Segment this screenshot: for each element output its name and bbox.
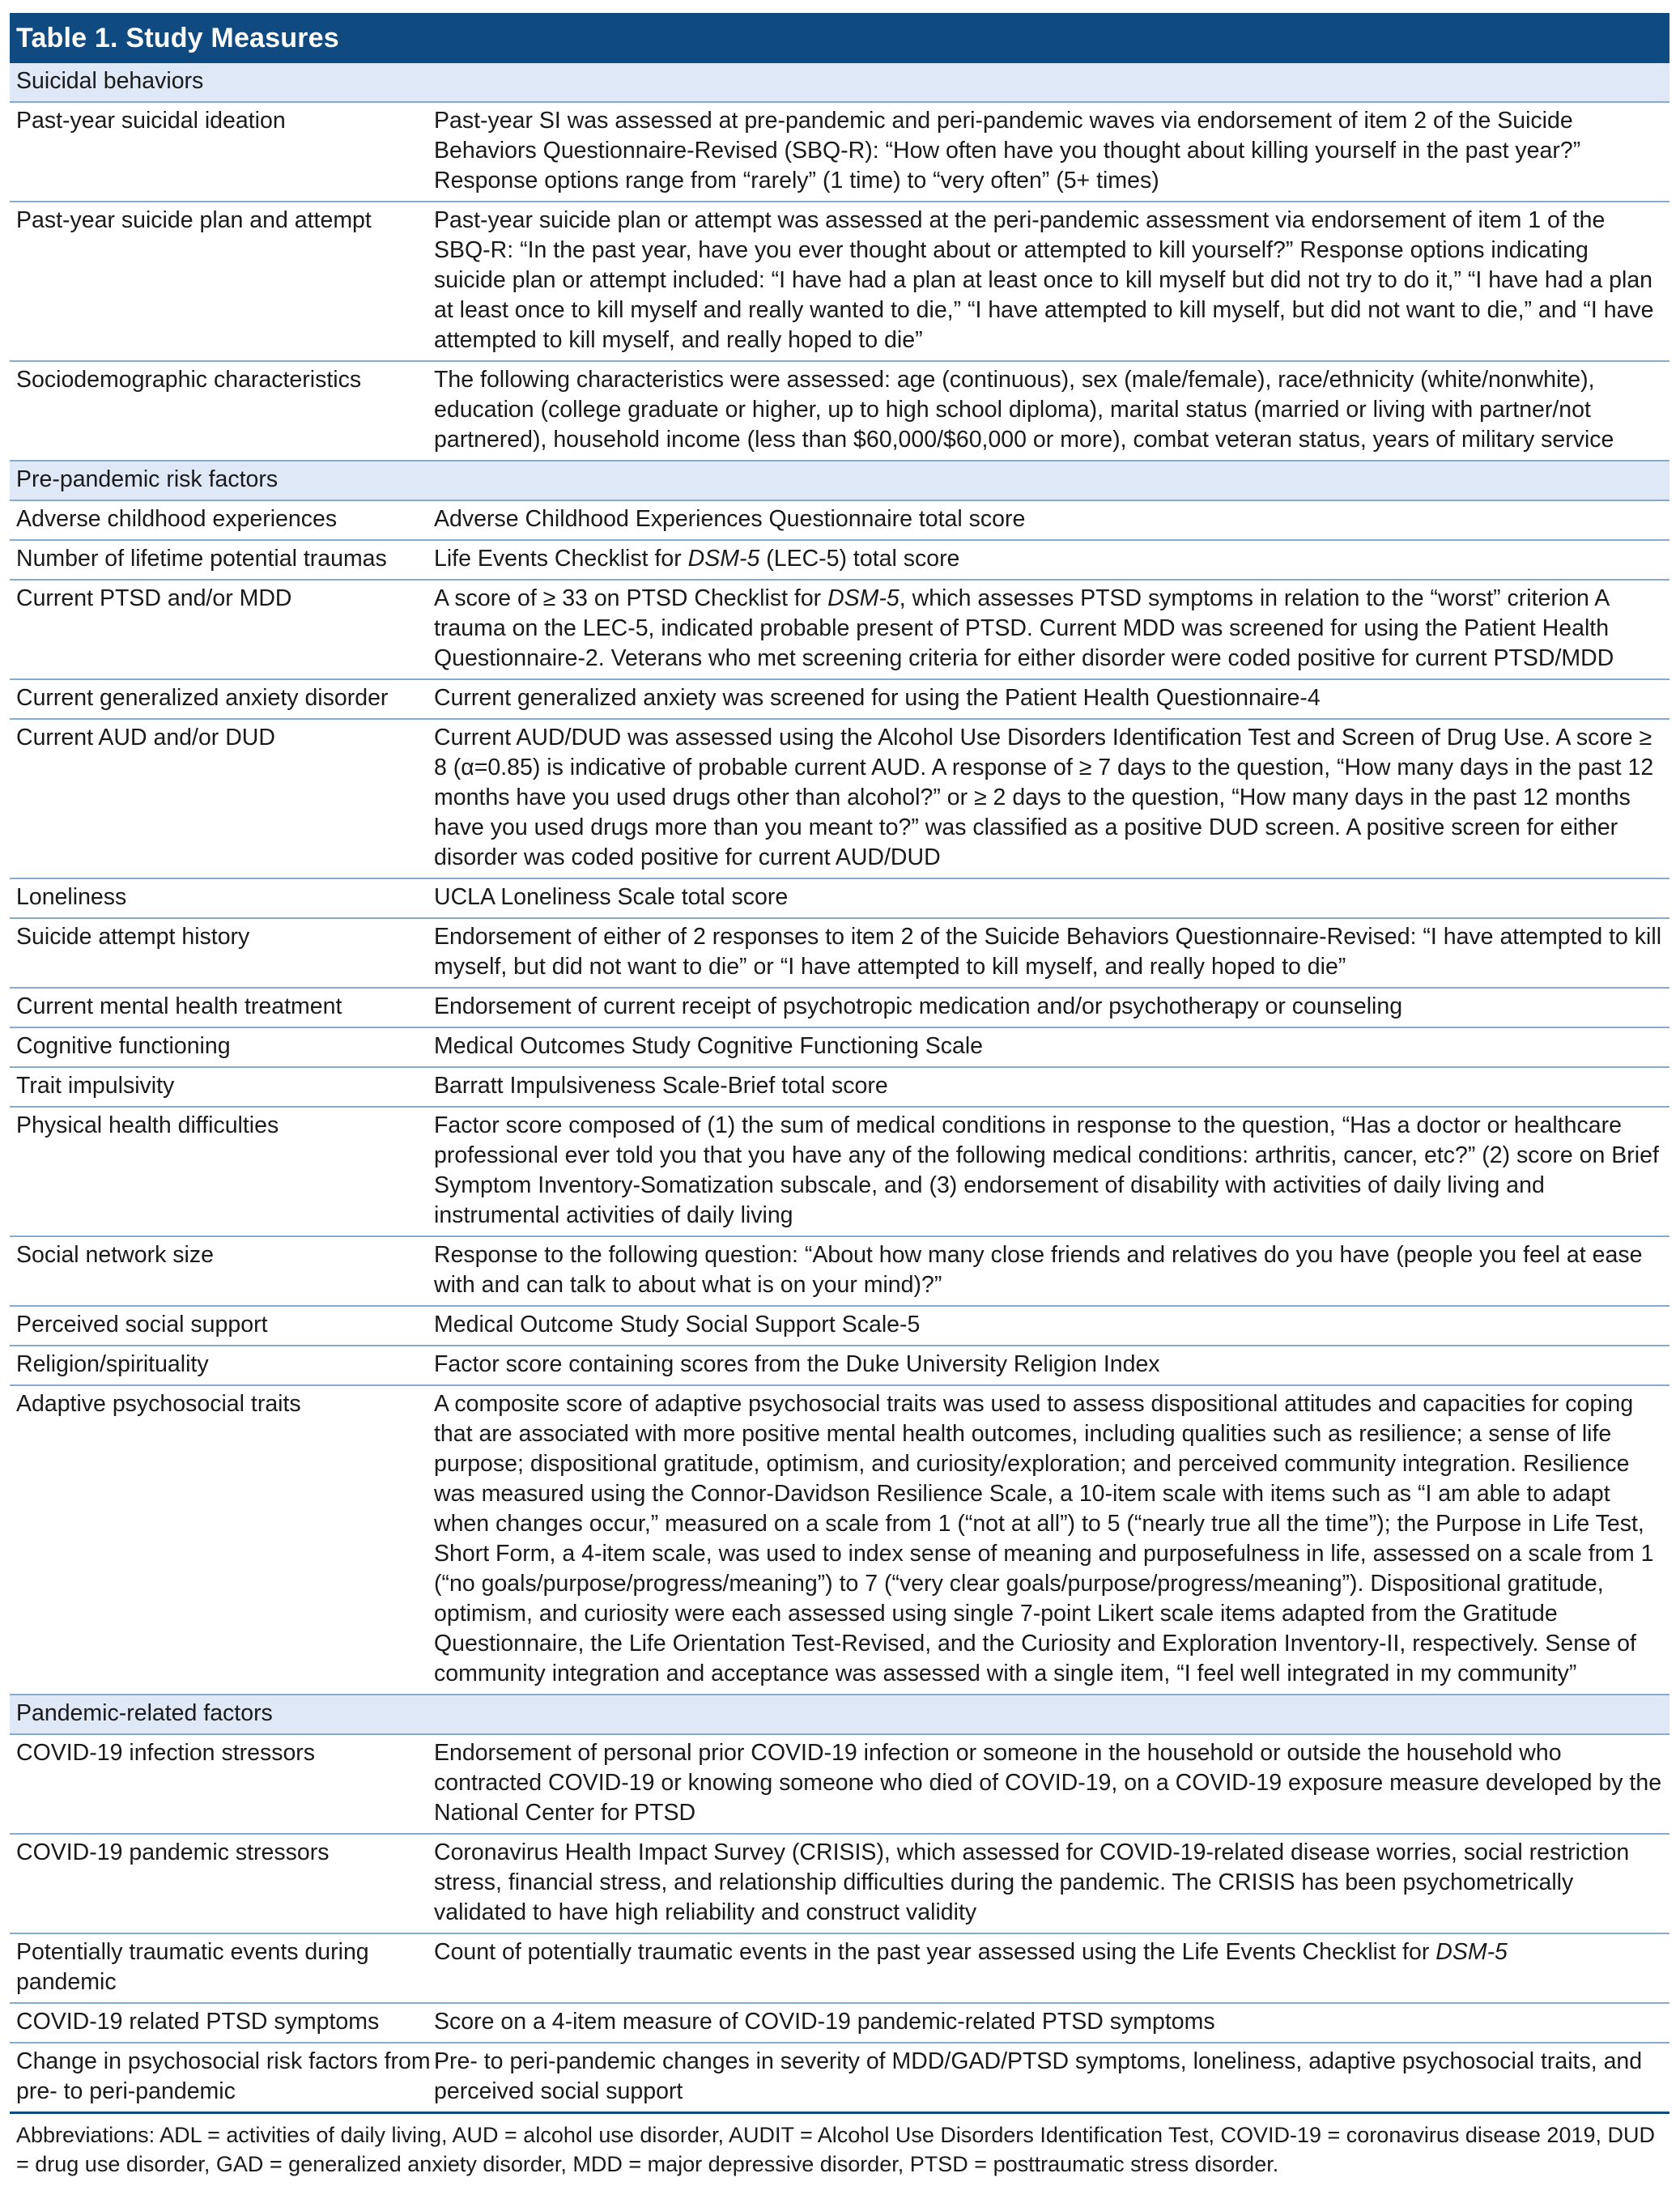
description-text: , which assesses PTSD symptoms in relation to the “worst” criterion A trauma on the LEC-5, indicated probable present of PTSD. Current MDD was screened for using the Patient Health Questionnaire-2. Veterans who met screening criteria for either disorder were coded positive for current PTSD/MDD	[434, 585, 1614, 671]
measure-label: Current mental health treatment	[16, 993, 342, 1019]
table-row	[10, 1307, 1669, 1346]
description-italic-text: DSM-5	[687, 546, 760, 572]
measure-description: UCLA Loneliness Scale total score	[434, 884, 789, 910]
measure-description: Current generalized anxiety was screened for using the Patient Health Questionnaire-4	[434, 685, 1321, 711]
measure-label: Current AUD and/or DUD	[16, 725, 275, 751]
measure-label: Adverse childhood experiences	[16, 506, 338, 532]
table-row	[10, 1028, 1669, 1068]
measure-description	[434, 541, 1669, 579]
table-row	[10, 680, 1669, 720]
section-label: Pre-pandemic risk factors	[16, 466, 279, 492]
table-row	[10, 1237, 1669, 1307]
table-row	[10, 1346, 1669, 1386]
measure-description	[434, 581, 1669, 678]
description-text: A score of ≥ 33 on PTSD Checklist for	[434, 585, 828, 611]
measure-label: Current generalized anxiety disorder	[16, 685, 389, 711]
table-row	[10, 1108, 1669, 1237]
measure-description: Medical Outcome Study Social Support Scale-5	[434, 1312, 921, 1338]
table-row	[10, 541, 1669, 581]
table-row	[10, 1934, 1669, 2004]
measure-description	[434, 63, 1669, 101]
measure-description: Pre- to peri-pandemic changes in severity of MDD/GAD/PTSD symptoms, loneliness, adaptive psychosocial traits, and perceived social support	[434, 2048, 1643, 2104]
measure-description: A composite score of adaptive psychosocial traits was used to assess dispositional attitudes and capacities for coping that are associated with more positive mental health outcomes, including qualities such as resilience; a sense of life purpose; dispositional gratitude, optimism, and curiosity/exploration; and perceived community integration. Resilience was measured using the Connor-Davidson Resilience Scale, a 10-item scale with items such as “I am able to adapt when changes occur,” measured on a scale from 1 (“not at all”) to 5 (“nearly true all the time”); the Purpose in Life Test, Short Form, a 4-item scale, was used to index sense of meaning and purposefulness in life, assessed on a scale from 1 (“no goals/purpose/progress/meaning”) to 7 (“very clear goals/purpose/progress/meaning”). Dispositional gratitude, optimism, and curiosity were each assessed using single 7-point Likert scale items adapted from the Gratitude Questionnaire, the Life Orientation Test-Revised, and the Curiosity and Exploration Inventory-II, respectively. Sense of community integration and acceptance was assessed with a single item, “I feel well integrated in my community”	[434, 1391, 1654, 1686]
section-label: Suicidal behaviors	[16, 68, 204, 94]
measure-label: Perceived social support	[16, 1312, 268, 1338]
section-header-row	[10, 461, 1669, 501]
measure-label: COVID-19 infection stressors	[16, 1740, 316, 1766]
table-row	[10, 581, 1669, 680]
measure-description: Score on a 4-item measure of COVID-19 pandemic-related PTSD symptoms	[434, 2009, 1215, 2035]
measure-description: Endorsement of either of 2 responses to item 2 of the Suicide Behaviors Questionnaire-Revised: “I have attempted to kill myself, but did not want to die” or “I have attempted to kill myself, and really hoped to die”	[434, 924, 1662, 980]
measure-description: Past-year suicide plan or attempt was assessed at the peri-pandemic assessment via endorsement of item 1 of the SBQ-R: “In the past year, have you ever thought about or attempted to kill yourself?” Response options indicating suicide plan or attempt included: “I have had a plan at least once to kill myself but did not try to do it,” “I have had a plan at least once to kill myself and really wanted to die,” “I have attempted to kill myself, but did not want to die,” and “I have attempted to kill myself, and really hoped to die”	[434, 207, 1654, 353]
measure-label: Cognitive functioning	[16, 1033, 231, 1059]
description-italic-text: DSM-5	[1435, 1939, 1508, 1965]
measure-label: Suicide attempt history	[16, 924, 250, 950]
table-row	[10, 1835, 1669, 1934]
measure-description: Current AUD/DUD was assessed using the Alcohol Use Disorders Identification Test and Screen of Drug Use. A score ≥ 8 (α=0.85) is indicative of probable current AUD. A response of ≥ 7 days to the question, “How many days in the past 12 months have you used drugs other than alcohol?” or ≥ 2 days to the question, “How many days in the past 12 months have you used drugs more than you meant to?” was classified as a positive DUD screen. A positive screen for either disorder was coded positive for current AUD/DUD	[434, 725, 1654, 870]
measure-description: Coronavirus Health Impact Survey (CRISIS), which assessed for COVID-19-related disease worries, social restriction stress, financial stress, and relationship difficulties during the pandemic. The CRISIS has been psychometrically validated to have high reliability and construct validity	[434, 1839, 1630, 1925]
measure-label: Past-year suicide plan and attempt	[16, 207, 372, 233]
section-header-row	[10, 1695, 1669, 1735]
measure-description: Response to the following question: “About how many close friends and relatives do you have (people you feel at ease with and can talk to about what is on your mind)?”	[434, 1242, 1643, 1298]
measure-description: Factor score containing scores from the Duke University Religion Index	[434, 1351, 1160, 1377]
table-row	[10, 2004, 1669, 2044]
section-label: Pandemic-related factors	[16, 1700, 273, 1726]
measure-label: Past-year suicidal ideation	[16, 108, 286, 134]
measure-description: Endorsement of personal prior COVID-19 infection or someone in the household or outside the household who contracted COVID-19 or knowing someone who died of COVID-19, on a COVID-19 exposure measure developed by the National Center for PTSD	[434, 1740, 1662, 1826]
table-row	[10, 989, 1669, 1028]
measure-label: Current PTSD and/or MDD	[16, 585, 292, 611]
measure-description: Barratt Impulsiveness Scale-Brief total score	[434, 1073, 888, 1099]
table-row	[10, 1735, 1669, 1835]
table-row	[10, 1386, 1669, 1695]
measure-label: Loneliness	[16, 884, 127, 910]
measure-description: The following characteristics were assessed: age (continuous), sex (male/female), race/ethnicity (white/nonwhite), education (college graduate or higher, up to high school diploma), marital status (married or living with partner/not partnered), household income (less than $60,000/$60,000 or more), combat veteran status, years of military service	[434, 367, 1614, 453]
measure-label: Number of lifetime potential traumas	[16, 546, 387, 572]
measure-label: Sociodemographic characteristics	[16, 367, 362, 393]
measure-description: Past-year SI was assessed at pre-pandemic and peri-pandemic waves via endorsement of item 2 of the Suicide Behaviors Questionnaire-Revised (SBQ-R): “How often have you thought about killing yourself in the past year?” Response options range from “rarely” (1 time) to “very often” (5+ times)	[434, 108, 1581, 194]
table-row	[10, 919, 1669, 989]
table-row	[10, 720, 1669, 879]
measure-label: COVID-19 related PTSD symptoms	[16, 2009, 380, 2035]
section-header-row	[10, 63, 1669, 103]
table-row	[10, 2044, 1669, 2114]
study-measures-table	[10, 13, 1669, 2179]
measure-description: Endorsement of current receipt of psychotropic medication and/or psychotherapy or counseling	[434, 993, 1403, 1019]
description-text: Count of potentially traumatic events in the past year assessed using the Life Events Checklist for	[434, 1939, 1436, 1965]
table-footnote: Abbreviations: ADL = activities of daily living, AUD = alcohol use disorder, AUDIT = Alcohol Use Disorders Identification Test, COVID-19 = coronavirus disease 2019, DUD = drug use disorder, GAD = generalized anxiety disorder, MDD = major depressive disorder, PTSD = posttraumatic stress disorder.	[16, 2123, 1655, 2176]
measure-description: Adverse Childhood Experiences Questionnaire total score	[434, 506, 1026, 532]
table-title: Table 1. Study Measures	[10, 13, 1669, 63]
measure-description	[434, 461, 1669, 500]
measure-label: COVID-19 pandemic stressors	[16, 1839, 330, 1865]
table-body	[10, 63, 1669, 2114]
measure-label: Trait impulsivity	[16, 1073, 175, 1099]
measure-label: Adaptive psychosocial traits	[16, 1391, 301, 1417]
measure-label: Religion/spirituality	[16, 1351, 209, 1377]
measure-description	[434, 1695, 1669, 1733]
measure-label: Potentially traumatic events during pandemic	[16, 1939, 369, 1995]
measure-description	[434, 1934, 1669, 2002]
table-row	[10, 362, 1669, 461]
measure-label: Change in psychosocial risk factors from pre- to peri-pandemic	[16, 2048, 431, 2104]
table-row	[10, 202, 1669, 362]
measure-label: Social network size	[16, 1242, 214, 1268]
description-text: Life Events Checklist for	[434, 546, 688, 572]
table-row	[10, 103, 1669, 202]
measure-description: Factor score composed of (1) the sum of medical conditions in response to the question, “Has a doctor or healthcare professional ever told you that you have any of the following medical conditions: arthritis, cancer, etc?” (2) score on Brief Symptom Inventory-Somatization subscale, and (3) endorsement of disability with activities of daily living and instrumental activities of daily living	[434, 1112, 1659, 1228]
measure-label: Physical health difficulties	[16, 1112, 279, 1138]
table-row	[10, 879, 1669, 919]
measure-description: Medical Outcomes Study Cognitive Functioning Scale	[434, 1033, 984, 1059]
table-row	[10, 1068, 1669, 1108]
description-italic-text: DSM-5	[827, 585, 900, 611]
description-text: (LEC-5) total score	[759, 546, 960, 572]
table-row	[10, 501, 1669, 541]
